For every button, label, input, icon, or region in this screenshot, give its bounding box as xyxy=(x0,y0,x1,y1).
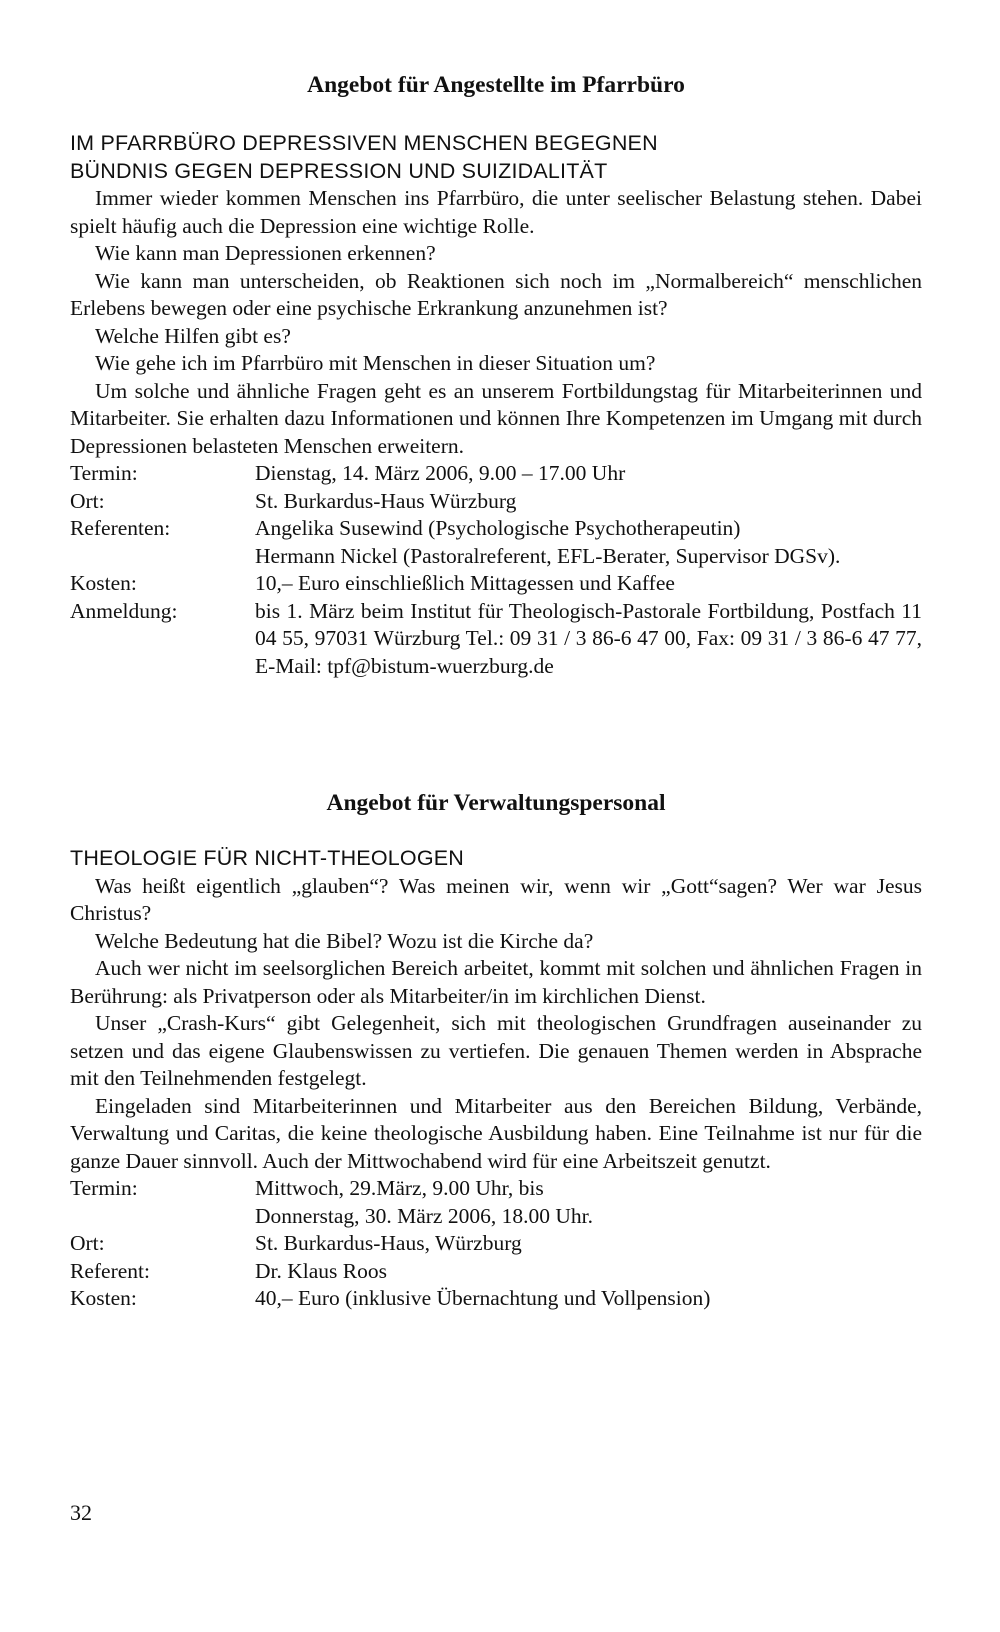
detail-label: Anmeldung: xyxy=(70,598,178,623)
detail-value: Angelika Susewind (Psychologische Psychotherapeutin) xyxy=(255,516,741,540)
paragraph: Wie kann man unterscheiden, ob Reaktionen sich noch im „Normalbereich“ menschlichen Erlebens bewegen oder eine psychische Erkrankung anzunehmen ist? xyxy=(70,268,922,320)
details-list xyxy=(70,460,922,680)
paragraph: Wie gehe ich im Pfarrbüro mit Menschen in dieser Situation um? xyxy=(95,351,656,375)
detail-row xyxy=(70,460,922,488)
course-title: IM PFARRBÜRO DEPRESSIVEN MENSCHEN BEGEGNEN xyxy=(70,131,658,155)
details-list xyxy=(70,1175,922,1313)
detail-row xyxy=(70,1203,922,1231)
detail-value: Donnerstag, 30. März 2006, 18.00 Uhr. xyxy=(255,1203,593,1228)
paragraph: Unser „Crash-Kurs“ gibt Gelegenheit, sich mit theologischen Grundfragen auseinander zu setzen und das eigene Glaubenswissen zu vertiefen. Die genauen Themen werden in Absprache mit den Teilnehmenden festgelegt. xyxy=(70,1011,922,1090)
paragraph: Welche Hilfen gibt es? xyxy=(95,323,291,348)
paragraph: Immer wieder kommen Menschen ins Pfarrbüro, die unter seelischer Belastung stehen. Dabei spielt häufig auch die Depression eine wichtige Rolle. xyxy=(70,186,922,238)
page-number: 32 xyxy=(70,1500,92,1525)
detail-row xyxy=(70,1175,922,1203)
detail-value: Dienstag, 14. März 2006, 9.00 – 17.00 Uhr xyxy=(255,461,626,485)
detail-label: Kosten: xyxy=(70,1286,137,1310)
detail-value: Hermann Nickel (Pastoralreferent, EFL-Berater, Supervisor DGSv). xyxy=(255,543,841,568)
paragraph: Um solche und ähnliche Fragen geht es an unserem Fortbildungstag für Mitarbeiterinnen und Mitarbeiter. Sie erhalten dazu Informationen und können Ihre Kompetenzen im Umgang mit durch Depressionen belasteten Menschen erweitern. xyxy=(70,378,922,458)
detail-value: 10,– Euro einschließlich Mittagessen und Kaffee xyxy=(255,571,675,595)
detail-label: Termin: xyxy=(70,461,138,485)
detail-value: Dr. Klaus Roos xyxy=(255,1258,387,1283)
section-heading: Angebot für Verwaltungspersonal xyxy=(326,790,666,816)
detail-value: bis 1. März beim Institut für Theologisch-Pastorale Fortbildung, Postfach 11 04 55, 97031 Würzburg Tel.: 09 31 / 3 86-6 47 00, Fax: 09 31 / 3 86-6 47 77, E-Mail: tpf@bistum-wuerzburg.de xyxy=(255,598,922,678)
paragraph: Wie kann man Depressionen erkennen? xyxy=(95,241,436,265)
detail-label: Referenten: xyxy=(70,516,171,540)
detail-value: St. Burkardus-Haus, Würzburg xyxy=(255,1231,522,1255)
detail-value: 40,– Euro (inklusive Übernachtung und Vollpension) xyxy=(255,1286,711,1310)
detail-label xyxy=(70,543,255,571)
detail-row xyxy=(70,1258,922,1286)
course-title: THEOLOGIE FÜR NICHT-THEOLOGEN xyxy=(70,846,465,870)
course-subtitle: BÜNDNIS GEGEN DEPRESSION UND SUIZIDALITÄT xyxy=(70,158,608,183)
detail-row xyxy=(70,488,922,516)
detail-row xyxy=(70,515,922,543)
detail-label: Termin: xyxy=(70,1176,138,1200)
detail-row xyxy=(70,1230,922,1258)
paragraph: Eingeladen sind Mitarbeiterinnen und Mitarbeiter aus den Bereichen Bildung, Verbände, Verwaltung und Caritas, die keine theologische Ausbildung haben. Eine Teilnahme ist nur für die ganze Dauer sinnvoll. Auch der Mittwochabend wird für eine Arbeitszeit genutzt. xyxy=(70,1093,922,1173)
detail-value: Mittwoch, 29.März, 9.00 Uhr, bis xyxy=(255,1176,544,1200)
section-verwaltung xyxy=(70,788,922,1313)
detail-label: Referent: xyxy=(70,1258,150,1283)
detail-value: St. Burkardus-Haus Würzburg xyxy=(255,488,517,513)
detail-label: Ort: xyxy=(70,1231,105,1255)
detail-row xyxy=(70,598,922,681)
section-heading: Angebot für Angestellte im Pfarrbüro xyxy=(307,72,685,98)
detail-label xyxy=(70,1203,255,1231)
detail-label: Ort: xyxy=(70,488,105,513)
paragraph: Welche Bedeutung hat die Bibel? Wozu ist die Kirche da? xyxy=(95,928,594,953)
section-pfarrbuero xyxy=(70,70,922,680)
detail-row xyxy=(70,570,922,598)
paragraph: Auch wer nicht im seelsorglichen Bereich arbeitet, kommt mit solchen und ähnlichen Fragen in Berührung: als Privatperson oder als Mitarbeiter/in im kirchlichen Dienst. xyxy=(70,956,922,1008)
detail-label: Kosten: xyxy=(70,571,137,595)
detail-row xyxy=(70,1285,922,1313)
paragraph: Was heißt eigentlich „glauben“? Was meinen wir, wenn wir „Gott“sagen? Wer war Jesus Christus? xyxy=(70,873,922,925)
detail-row xyxy=(70,543,922,571)
